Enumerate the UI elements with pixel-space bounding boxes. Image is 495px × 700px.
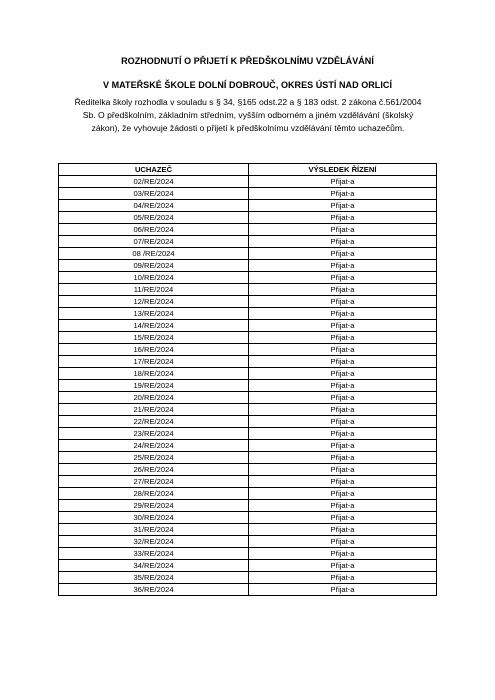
applicant-code-cell: 09/RE/2024 (59, 260, 249, 272)
applicant-code-cell: 25/RE/2024 (59, 452, 249, 464)
table-row (59, 536, 437, 548)
table-row (59, 584, 437, 596)
result-cell: Přijat-a (249, 332, 437, 344)
result-cell: Přijat-a (249, 548, 437, 560)
table-row (59, 212, 437, 224)
result-cell: Přijat-a (249, 488, 437, 500)
table-row (59, 524, 437, 536)
applicant-code-cell: 18/RE/2024 (59, 368, 249, 380)
applicant-code-cell: 24/RE/2024 (59, 440, 249, 452)
table-row (59, 488, 437, 500)
result-cell: Přijat-a (249, 500, 437, 512)
result-cell: Přijat-a (249, 476, 437, 488)
result-cell: Přijat-a (249, 380, 437, 392)
result-cell: Přijat-a (249, 176, 437, 188)
result-cell: Přijat-a (249, 224, 437, 236)
applicant-code-cell: 13/RE/2024 (59, 308, 249, 320)
table-row (59, 380, 437, 392)
table-row (59, 332, 437, 344)
table-row (59, 284, 437, 296)
applicant-code-cell: 10/RE/2024 (59, 272, 249, 284)
applicant-code-cell: 04/RE/2024 (59, 200, 249, 212)
document-title: ROZHODNUTÍ O PŘIJETÍ K PŘEDŠKOLNÍMU VZDĚLÁVÁNÍ (121, 56, 374, 66)
applicant-code-cell: 30/RE/2024 (59, 512, 249, 524)
applicant-code-cell: 21/RE/2024 (59, 404, 249, 416)
applicant-code-cell: 27/RE/2024 (59, 476, 249, 488)
applicant-code-cell: 11/RE/2024 (59, 284, 249, 296)
applicant-code-cell: 34/RE/2024 (59, 560, 249, 572)
applicant-code-cell: 06/RE/2024 (59, 224, 249, 236)
result-cell: Přijat-a (249, 464, 437, 476)
applicant-code-cell: 28/RE/2024 (59, 488, 249, 500)
applicant-code-cell: 16/RE/2024 (59, 344, 249, 356)
applicant-code-cell: 20/RE/2024 (59, 392, 249, 404)
column-header-result: VÝSLEDEK ŘÍZENÍ (249, 164, 437, 176)
table-row (59, 248, 437, 260)
applicant-code-cell: 03/RE/2024 (59, 188, 249, 200)
table-row (59, 356, 437, 368)
applicant-code-cell: 12/RE/2024 (59, 296, 249, 308)
applicant-code-cell: 07/RE/2024 (59, 236, 249, 248)
result-cell: Přijat-a (249, 404, 437, 416)
table-row (59, 464, 437, 476)
result-cell: Přijat-a (249, 236, 437, 248)
result-cell: Přijat-a (249, 536, 437, 548)
document-subtitle: V MATEŘSKÉ ŠKOLE DOLNÍ DOBROUČ, OKRES ÚSTÍ NAD ORLICÍ (103, 80, 392, 90)
result-cell: Přijat-a (249, 416, 437, 428)
applicant-code-cell: 32/RE/2024 (59, 536, 249, 548)
table-row (59, 236, 437, 248)
result-cell: Přijat-a (249, 344, 437, 356)
intro-paragraph (58, 96, 438, 135)
intro-line: zákon), že vyhovuje žádosti o přijetí k předškolnímu vzdělávání těmto uchazečům. (91, 123, 405, 133)
applicant-code-cell: 19/RE/2024 (59, 380, 249, 392)
result-cell: Přijat-a (249, 272, 437, 284)
result-cell: Přijat-a (249, 320, 437, 332)
table-row (59, 428, 437, 440)
table-row (59, 176, 437, 188)
applicant-code-cell: 15/RE/2024 (59, 332, 249, 344)
table-row (59, 200, 437, 212)
result-cell: Přijat-a (249, 428, 437, 440)
result-cell: Přijat-a (249, 296, 437, 308)
table-row (59, 452, 437, 464)
table-row (59, 260, 437, 272)
table-row (59, 296, 437, 308)
table-row (59, 512, 437, 524)
applicant-code-cell: 05/RE/2024 (59, 212, 249, 224)
table-row (59, 272, 437, 284)
result-cell: Přijat-a (249, 188, 437, 200)
result-cell: Přijat-a (249, 212, 437, 224)
result-cell: Přijat-a (249, 440, 437, 452)
result-cell: Přijat-a (249, 392, 437, 404)
result-cell: Přijat-a (249, 584, 437, 596)
table-row (59, 404, 437, 416)
result-cell: Přijat-a (249, 560, 437, 572)
table-row (59, 320, 437, 332)
table-row (59, 560, 437, 572)
applicant-code-cell: 33/RE/2024 (59, 548, 249, 560)
intro-line: Ředitelka školy rozhodla v souladu s § 34, §165 odst.22 a § 183 odst. 2 zákona č.561/2004 (74, 97, 422, 107)
applicant-code-cell: 35/RE/2024 (59, 572, 249, 584)
result-cell: Přijat-a (249, 308, 437, 320)
applicant-code-cell: 17/RE/2024 (59, 356, 249, 368)
result-cell: Přijat-a (249, 284, 437, 296)
applicant-code-cell: 36/RE/2024 (59, 584, 249, 596)
table-row (59, 500, 437, 512)
table-body (59, 176, 437, 596)
applicant-code-cell: 14/RE/2024 (59, 320, 249, 332)
table-row (59, 392, 437, 404)
result-cell: Přijat-a (249, 512, 437, 524)
applicant-code-cell: 22/RE/2024 (59, 416, 249, 428)
table-row (59, 344, 437, 356)
applicant-code-cell: 23/RE/2024 (59, 428, 249, 440)
table-header-row (59, 164, 437, 176)
applicant-code-cell: 26/RE/2024 (59, 464, 249, 476)
applicant-code-cell: 31/RE/2024 (59, 524, 249, 536)
results-table (58, 163, 437, 596)
table-row (59, 416, 437, 428)
table-row (59, 572, 437, 584)
table-row (59, 368, 437, 380)
intro-line: Sb. O předškolním, základním středním, vyšším odborném a jiném vzdělávání (školský (82, 110, 414, 120)
applicant-code-cell: 08 /RE/2024 (59, 248, 249, 260)
result-cell: Přijat-a (249, 200, 437, 212)
result-cell: Přijat-a (249, 368, 437, 380)
table-row (59, 308, 437, 320)
column-header-applicant: UCHAZEČ (59, 164, 249, 176)
result-cell: Přijat-a (249, 524, 437, 536)
result-cell: Přijat-a (249, 248, 437, 260)
applicant-code-cell: 02/RE/2024 (59, 176, 249, 188)
table-row (59, 440, 437, 452)
table-row (59, 188, 437, 200)
applicant-code-cell: 29/RE/2024 (59, 500, 249, 512)
table-row (59, 476, 437, 488)
result-cell: Přijat-a (249, 260, 437, 272)
result-cell: Přijat-a (249, 572, 437, 584)
table-row (59, 224, 437, 236)
result-cell: Přijat-a (249, 452, 437, 464)
result-cell: Přijat-a (249, 356, 437, 368)
table-row (59, 548, 437, 560)
